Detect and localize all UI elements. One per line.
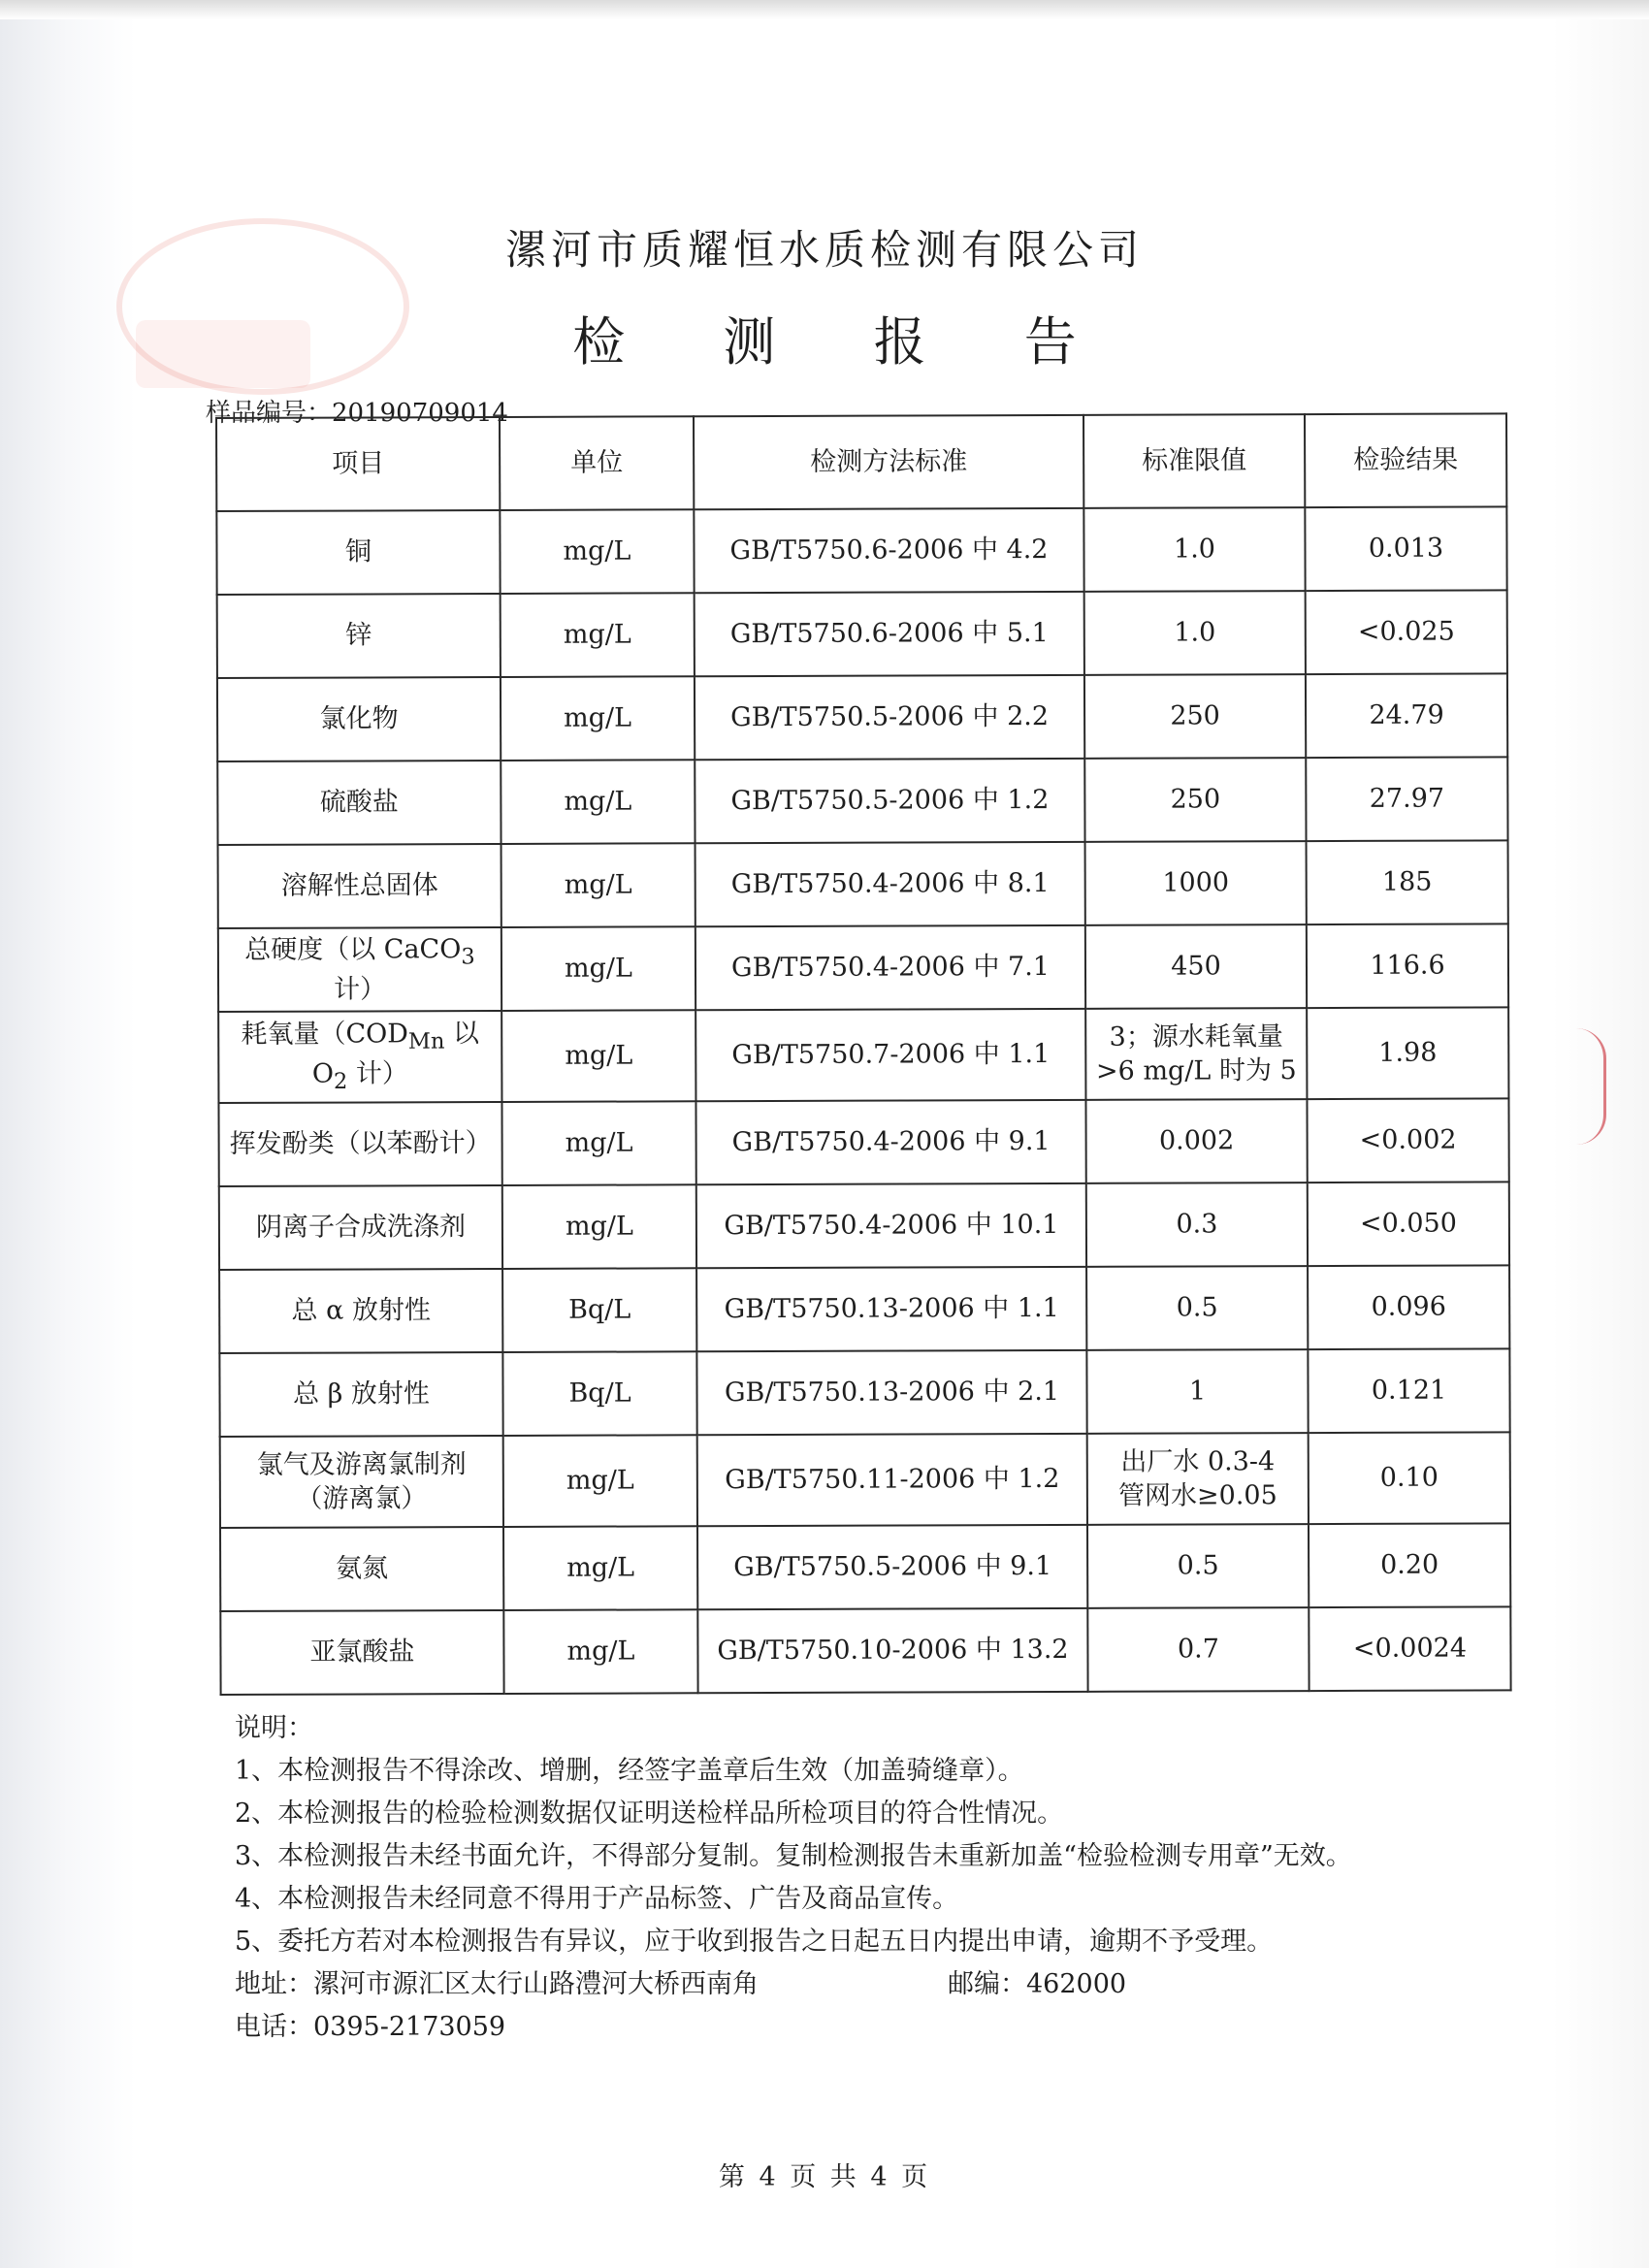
cell-limit <box>1085 1008 1307 1100</box>
note-item: 5、委托方若对本检测报告有异议，应于收到报告之日起五日内提出申请，逾期不予受理。 <box>235 1927 1274 1957</box>
cell-method: GB/T5750.5-2006 中 1.2 <box>695 759 1084 843</box>
table-row <box>218 840 1508 928</box>
item-subscript: Mn <box>407 1028 445 1055</box>
cell-result: 185 <box>1307 840 1508 924</box>
cell-method: GB/T5750.6-2006 中 5.1 <box>695 592 1084 676</box>
note-item: 2、本检测报告的检验检测数据仅证明送检样品所检项目的符合性情况。 <box>235 1798 1064 1829</box>
table-row <box>218 923 1508 1012</box>
cell-limit: 250 <box>1084 758 1306 842</box>
postcode: 邮编：462000 <box>948 1969 1127 1999</box>
page-number: 第 4 页 共 4 页 <box>718 2162 931 2192</box>
cell-limit: 450 <box>1085 924 1307 1009</box>
cell-item <box>218 1011 501 1103</box>
cell-item: 氯化物 <box>217 677 501 761</box>
table-row <box>217 673 1507 761</box>
limit-line: >6 mg/L 时为 5 <box>1095 1055 1297 1086</box>
header-unit: 单位 <box>500 416 694 510</box>
table-row <box>218 1007 1508 1103</box>
cell-method: GB/T5750.4-2006 中 10.1 <box>696 1183 1086 1268</box>
cell-item <box>218 927 501 1012</box>
cell-item: 挥发酚类（以苯酚计） <box>218 1102 501 1186</box>
sample-label: 样品编号： <box>206 399 333 428</box>
table-row <box>219 1348 1509 1437</box>
table-header-row <box>216 413 1506 511</box>
cell-item: 溶解性总固体 <box>218 844 501 928</box>
table-row <box>217 590 1507 678</box>
cell-unit: mg/L <box>500 509 694 594</box>
cell-item: 总 β 放射性 <box>219 1352 502 1437</box>
limit-line: 出厂水 0.3-4 <box>1120 1446 1276 1477</box>
cell-method: GB/T5750.13-2006 中 2.1 <box>696 1350 1086 1435</box>
cell-unit: mg/L <box>503 1526 697 1610</box>
table-row <box>220 1523 1510 1611</box>
scan-edge <box>0 0 1649 19</box>
cell-method: GB/T5750.13-2006 中 1.1 <box>696 1267 1086 1351</box>
item-text: 总硬度（以 CaCO <box>244 934 462 966</box>
company-name: 漯河市质耀恒水质检测有限公司 <box>504 226 1144 274</box>
cell-limit: 0.3 <box>1086 1183 1308 1267</box>
cell-item <box>220 1436 503 1528</box>
table-row <box>220 1432 1510 1528</box>
notes-section <box>235 1707 1352 2049</box>
cell-method: GB/T5750.7-2006 中 1.1 <box>695 1009 1085 1101</box>
note-item: 3、本检测报告未经书面允许，不得部分复制。复制检测报告未重新加盖“检验检测专用章”无效。 <box>235 1841 1352 1871</box>
item-text: 计） <box>347 1058 408 1089</box>
cell-unit: mg/L <box>503 1609 697 1694</box>
cell-method: GB/T5750.4-2006 中 7.1 <box>695 925 1085 1010</box>
header-method: 检测方法标准 <box>694 415 1083 509</box>
cell-method: GB/T5750.10-2006 中 13.2 <box>697 1608 1087 1693</box>
cell-method: GB/T5750.6-2006 中 4.2 <box>694 508 1083 593</box>
cell-item: 阴离子合成洗涤剂 <box>219 1185 502 1270</box>
cell-unit: mg/L <box>501 1101 695 1185</box>
cell-result: <0.050 <box>1308 1182 1509 1266</box>
report-title: 检 测 报 告 <box>572 311 1117 373</box>
table-row <box>217 757 1507 845</box>
cell-result: 0.013 <box>1305 506 1506 591</box>
header-result: 检验结果 <box>1305 413 1506 507</box>
table-row <box>219 1265 1509 1353</box>
cell-unit: Bq/L <box>502 1351 696 1436</box>
seam-seal-mark <box>1576 1028 1606 1145</box>
cell-method: GB/T5750.5-2006 中 9.1 <box>697 1525 1087 1609</box>
cell-limit: 1000 <box>1085 841 1307 925</box>
cell-result: 27.97 <box>1306 757 1507 841</box>
cell-item: 总 α 放射性 <box>219 1269 502 1353</box>
cell-item: 亚氯酸盐 <box>220 1610 503 1695</box>
item-subscript: 2 <box>333 1068 348 1094</box>
cell-result: 0.121 <box>1308 1348 1509 1433</box>
cell-limit: 0.5 <box>1087 1524 1309 1608</box>
cell-method: GB/T5750.5-2006 中 2.2 <box>695 675 1084 760</box>
cell-unit: mg/L <box>501 760 695 844</box>
cell-result: <0.002 <box>1307 1098 1508 1183</box>
cell-result: <0.025 <box>1306 590 1507 674</box>
cell-item: 铜 <box>216 510 500 595</box>
phone: 电话：0395-2173059 <box>235 2012 506 2042</box>
cell-limit: 1.0 <box>1083 507 1305 592</box>
table-row <box>219 1182 1509 1270</box>
table-row <box>218 1098 1508 1186</box>
cell-result: <0.0024 <box>1309 1606 1510 1691</box>
table-row <box>220 1606 1510 1695</box>
cell-limit: 1.0 <box>1084 591 1306 675</box>
item-text: 计） <box>334 974 387 1005</box>
cell-unit: mg/L <box>501 676 695 761</box>
item-subscript: 3 <box>461 944 475 970</box>
cell-limit: 1 <box>1086 1349 1308 1434</box>
cell-limit: 0.5 <box>1086 1266 1308 1350</box>
cell-result: 0.20 <box>1309 1523 1510 1607</box>
cell-unit: mg/L <box>503 1435 697 1527</box>
results-table <box>215 412 1512 1696</box>
header-item: 项目 <box>216 417 500 511</box>
limit-line: 管网水≥0.05 <box>1117 1480 1277 1511</box>
cell-method: GB/T5750.11-2006 中 1.2 <box>697 1434 1087 1526</box>
cell-limit: 0.002 <box>1085 1099 1307 1183</box>
sample-value: 20190709014 <box>332 399 508 428</box>
cell-result: 24.79 <box>1306 673 1507 758</box>
cell-unit: mg/L <box>502 1184 696 1269</box>
cell-method: GB/T5750.4-2006 中 8.1 <box>695 842 1085 926</box>
notes-heading: 说明： <box>235 1713 313 1743</box>
cell-method: GB/T5750.4-2006 中 9.1 <box>695 1100 1085 1184</box>
header-limit: 标准限值 <box>1083 414 1305 508</box>
cell-unit: mg/L <box>501 926 695 1011</box>
cell-item: 硫酸盐 <box>217 761 501 845</box>
item-text: 以 O <box>311 1019 480 1089</box>
table-row <box>216 506 1506 595</box>
cell-limit: 0.7 <box>1087 1607 1309 1692</box>
item-line: （游离氯） <box>296 1483 428 1514</box>
address: 地址：漯河市源汇区太行山路澧河大桥西南角 <box>235 1969 759 1999</box>
note-item: 1、本检测报告不得涂改、增删，经签字盖章后生效（加盖骑缝章）。 <box>235 1756 1024 1786</box>
cell-unit: mg/L <box>501 1010 695 1102</box>
cell-result: 0.10 <box>1309 1432 1510 1524</box>
cell-limit <box>1087 1433 1309 1525</box>
cell-unit: mg/L <box>501 593 695 677</box>
cell-result: 0.096 <box>1308 1265 1509 1349</box>
note-item: 4、本检测报告未经同意不得用于产品标签、广告及商品宣传。 <box>235 1884 959 1914</box>
item-text: 耗氧量（COD <box>241 1019 408 1051</box>
cell-result: 116.6 <box>1307 923 1508 1008</box>
cell-item: 锌 <box>217 594 501 678</box>
cell-item: 氨氮 <box>220 1527 503 1611</box>
cell-limit: 250 <box>1084 674 1306 759</box>
cell-unit: Bq/L <box>502 1268 696 1352</box>
cell-unit: mg/L <box>501 843 695 927</box>
item-line: 氯气及游离氯制剂 <box>256 1449 467 1480</box>
cell-result: 1.98 <box>1307 1007 1508 1099</box>
limit-line: 3；源水耗氧量 <box>1109 1021 1283 1053</box>
address-line <box>235 1963 1352 2006</box>
